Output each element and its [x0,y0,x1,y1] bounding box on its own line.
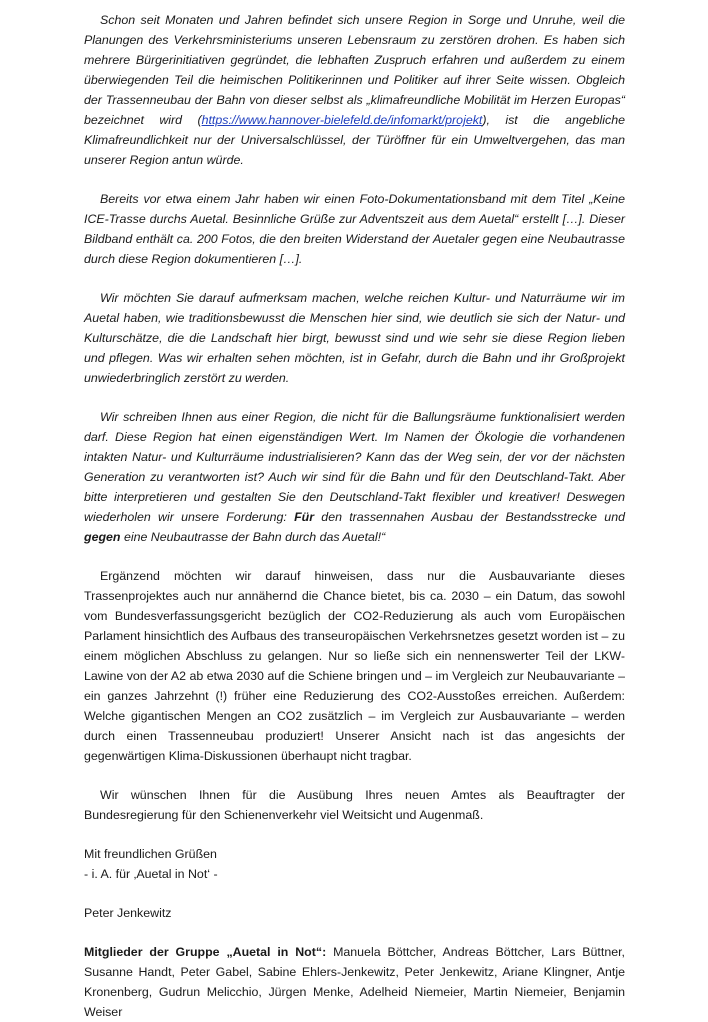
closing-on-behalf: - i. A. für ‚Auetal in Not‘ - [84,867,218,881]
letter-body [84,10,625,1022]
paragraph-4-text-b: den trassennahen Ausbau der Bestandsstrecke und [314,510,625,524]
project-link[interactable]: https://www.hannover-bielefeld.de/infomarkt/projekt [201,113,483,127]
signature-name: Peter Jenkewitz [84,906,172,920]
paragraph-2: Bereits vor etwa einem Jahr haben wir einen Foto-Dokumentationsband mit dem Titel „Keine ICE-Trasse durchs Auetal. Besinnliche Grüße zur Adventszeit aus dem Auetal“ erstellt […]. Dieser Bildband enthält ca. 200 Fotos, die den breiten Widerstand der Auetaler gegen eine Neubautrasse durch diese Region dokumentieren […]. [84,192,625,266]
members-names: Manuela Böttcher, Andreas Böttcher, Lars Büttner, Susanne Handt, Peter Gabel, Sabine Ehlers-Jenkewitz, Peter Jenkewitz, Ariane Klingner, Antje Kronenberg, Gudrun Melicchio, Jürgen Menke, Adelheid Niemeier, Martin Niemeier, Benjamin Weiser [84,945,625,1019]
paragraph-4 [84,407,625,547]
paragraph-5: Ergänzend möchten wir darauf hinweisen, dass nur die Ausbauvariante dieses Trassenprojektes auch nur annähernd die Chance bietet, bis ca. 2030 – ein Datum, das sowohl vom Bundesverfassungsgericht bezüglich der CO2-Reduzierung als auch vom Europäischen Parlament hinsichtlich des Aufbaus des transeuropäischen Verkehrsnetzes gesetzt worden ist – zu einem möglichen Abschluss zu gelangen. Nur so ließe sich ein nennenswerter Teil der LKW-Lawine von der A2 ab etwa 2030 auf die Schiene bringen und – im Vergleich zur Neubauvariante – ein ganzes Jahrzehnt (!) früher eine Reduzierung des CO2-Ausstoßes erreichen. Außerdem: Welche gigantischen Mengen an CO2 zusätzlich – im Vergleich zur Ausbauvariante – werden durch einen Trassenneubau produziert! Unserer Ansicht nach ist das angesichts der gegenwärtigen Klima-Diskussionen überhaupt nicht tragbar. [84,569,625,763]
paragraph-3: Wir möchten Sie darauf aufmerksam machen, welche reichen Kultur- und Naturräume wir im Auetal haben, wie traditionsbewusst die Menschen hier sind, wie deutlich sie sich der Natur- und Kulturschätze, die die Landschaft hier birgt, bewusst sind und wie sehr sie diese Region lieben und pflegen. Was wir erhalten sehen möchten, ist in Gefahr, durch die Bahn und ihr Großprojekt unwiederbringlich zerstört zu werden. [84,291,625,385]
closing-greeting: Mit freundlichen Grüßen [84,847,217,861]
paragraph-4-text-c: eine Neubautrasse der Bahn durch das Auetal!“ [120,530,386,544]
paragraph-6: Wir wünschen Ihnen für die Ausübung Ihres neuen Amtes als Beauftragter der Bundesregierung für den Schienenverkehr viel Weitsicht und Augenmaß. [84,788,625,822]
paragraph-1 [84,10,625,170]
paragraph-4-bold-gegen: gegen [84,530,121,544]
paragraph-1-text-a: Schon seit Monaten und Jahren befindet sich unsere Region in Sorge und Unruhe, weil die Planungen des Verkehrsministeriums unseren Lebensraum zu zerstören drohen. Es haben sich mehrere Bürgerinitiativen gegründet, die lebhaften Zuspruch erfahren und außerdem zu einem überwiegenden Teil die heimischen Politikerinnen und Politiker auf ihrer Seite wissen. Obgleich der Trassenneubau der Bahn von dieser selbst als „klimafreundliche Mobilität im Herzen Europas“ bezeichnet wird ( [84,13,625,127]
paragraph-4-text-a: Wir schreiben Ihnen aus einer Region, die nicht für die Ballungsräume funktionalisiert werden darf. Diese Region hat einen eigenständigen Wert. Im Namen der Ökologie die vorhandenen intakten Natur- und Kulturräume industrialisieren? Kann das der Weg sein, der vor der nächsten Generation zu verantworten ist? Auch wir sind für die Bahn und für den Deutschland-Takt. Aber bitte interpretieren und gestalten Sie den Deutschland-Takt flexibler und kreativer! Deswegen wiederholen wir unsere Forderung: [84,410,625,524]
paragraph-1-text-b: ), ist die angebliche Klimafreundlichkeit nur der Universalschlüssel, der Türöffner für ein Umweltvergehen, das man unserer Region antun würde. [84,113,625,167]
members-label: Mitglieder der Gruppe „Auetal in Not“: [84,945,327,959]
members-list [84,942,625,1022]
paragraph-4-bold-fuer: Für [294,510,315,524]
